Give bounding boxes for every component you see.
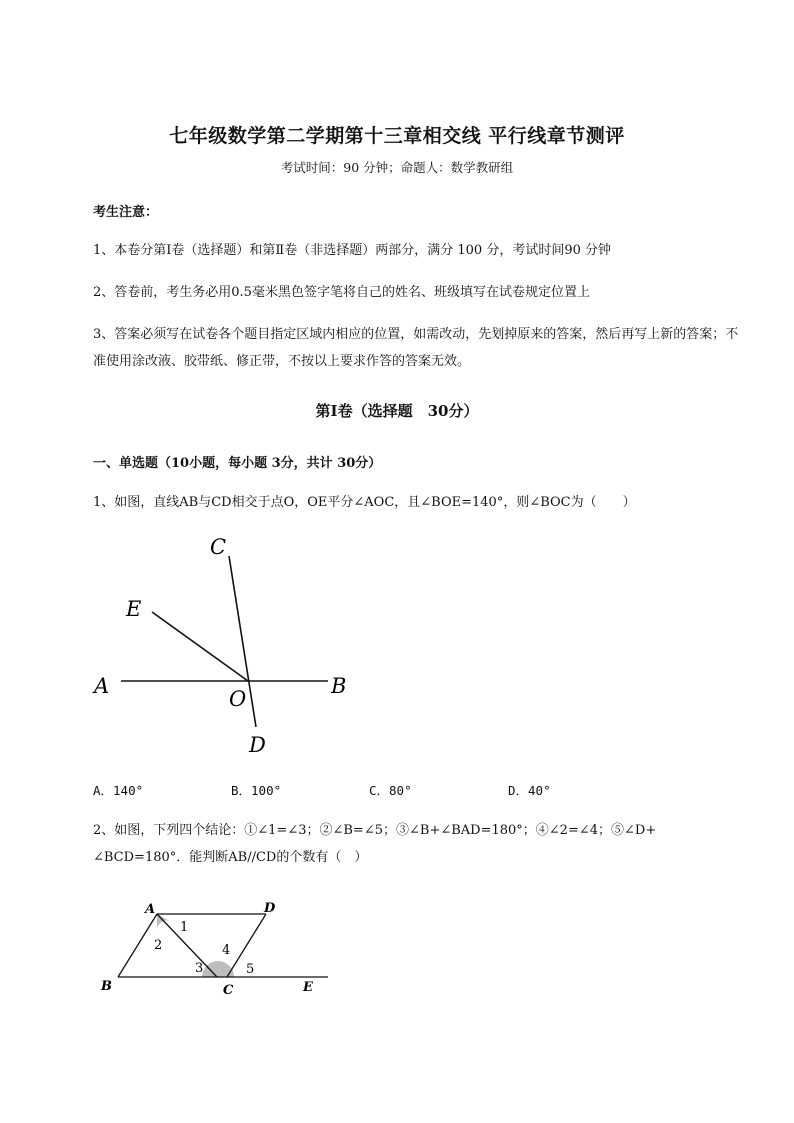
question-2-text-line1: 2、如图，下列四个结论：①∠1=∠3；②∠B=∠5；③∠B+∠BAD=180°；④∠2=∠4；⑤∠D+	[93, 823, 657, 838]
angle-label-5: 5	[246, 962, 255, 977]
angle-label-4: 4	[222, 943, 231, 958]
notice-heading: 考生注意：	[93, 205, 159, 220]
q1-option-b[interactable]: B．100°	[231, 783, 282, 798]
label-c: C	[223, 983, 234, 998]
notice-item-3: 3、答案必须写在试卷各个题目指定区域内相应的位置，如需改动，先划掉原来的答案，然后再写上新的答案；不准使用涂改液、胶带纸、修正带，不按以上要求作答的答案无效。	[93, 327, 739, 369]
section-title: 第Ⅰ卷（选择题 30分）	[315, 402, 479, 420]
angle-label-2: 2	[154, 938, 163, 953]
label-a: A	[145, 902, 156, 917]
label-o: O	[229, 687, 247, 711]
question-2-figure	[96, 896, 336, 1006]
question-1-figure	[88, 530, 358, 762]
question-2-text-line2: ∠BCD=180°．能判断AB//CD的个数有（ ）	[93, 850, 368, 865]
notice-item-2: 2、答卷前，考生务必用0.5毫米黑色签字笔将自己的姓名、班级填写在试卷规定位置上	[93, 285, 590, 300]
q1-option-c[interactable]: C．80°	[369, 783, 412, 798]
angle-label-1: 1	[180, 920, 189, 935]
notice-item-1: 1、本卷分第Ⅰ卷（选择题）和第Ⅱ卷（非选择题）两部分，满分 100 分，考试时间90 分钟	[93, 243, 611, 258]
exam-info: 考试时间：90 分钟；命题人：数学教研组	[280, 160, 514, 175]
q1-option-a[interactable]: A．140°	[93, 783, 144, 798]
label-b: B	[101, 979, 112, 994]
q1-option-d[interactable]: D．40°	[508, 783, 551, 798]
label-d: D	[264, 901, 276, 916]
page-title: 七年级数学第二学期第十三章相交线 平行线章节测评	[169, 125, 625, 147]
segment-ab	[118, 914, 157, 977]
ray-oe	[152, 612, 248, 681]
label-c: C	[210, 535, 227, 559]
label-b: B	[331, 674, 347, 698]
angle-label-3: 3	[195, 961, 204, 976]
label-e: E	[126, 597, 142, 621]
label-a: A	[94, 674, 110, 698]
question-1-text: 1、如图，直线AB与CD相交于点O，OE平分∠AOC，且∠BOE=140°，则∠BOC为（ ）	[93, 495, 636, 510]
label-e: E	[303, 980, 313, 995]
question-group-title: 一、单选题（10小题，每小题 3分，共计 30分）	[93, 456, 382, 471]
label-d: D	[249, 733, 266, 757]
